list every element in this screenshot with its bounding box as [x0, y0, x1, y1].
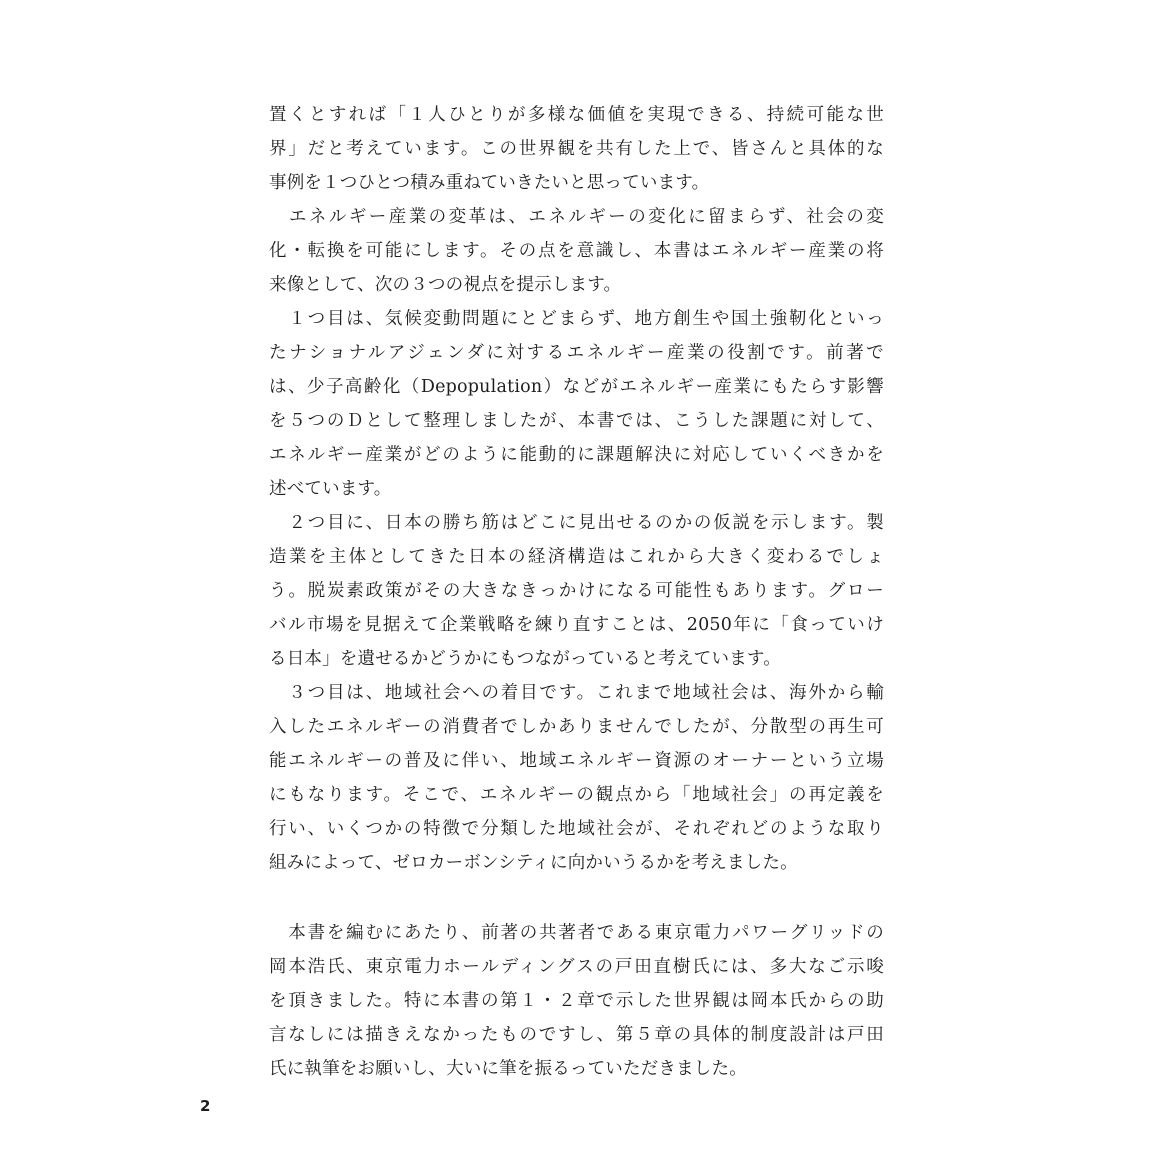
text-line: エネルギー産業の変革は、エネルギーの変化に留まらず、社会の変	[269, 207, 884, 227]
page-number: 2	[200, 1097, 211, 1115]
paragraph	[269, 506, 884, 676]
text-line: を頂きました。特に本書の第１・２章で示した世界観は岡本氏からの助	[269, 991, 884, 1011]
text-line: １つ目は、気候変動問題にとどまらず、地方創生や国土強靭化といっ	[269, 309, 884, 329]
text-line: を５つのＤとして整理しましたが、本書では、こうした課題に対して、	[269, 411, 884, 431]
text-line: ２つ目に、日本の勝ち筋はどこに見出せるのかの仮説を示します。製	[269, 513, 884, 533]
text-line: にもなります。そこで、エネルギーの観点から「地域社会」の再定義を	[269, 785, 884, 805]
paragraph	[269, 302, 884, 506]
text-line: る日本」を遺せるかどうかにもつながっていると考えています。	[269, 649, 781, 669]
text-line: 行い、いくつかの特徴で分類した地域社会が、それぞれどのような取り	[269, 819, 884, 839]
text-line: バル市場を見据えて企業戦略を練り直すことは、2050年に「食っていけ	[269, 615, 884, 635]
text-line: 化・転換を可能にします。その点を意識し、本書はエネルギー産業の将	[269, 241, 884, 261]
text-line: 置くとすれば「１人ひとりが多様な価値を実現できる、持続可能な世	[269, 105, 884, 125]
text-line: は、少子高齢化（Depopulation）などがエネルギー産業にもたらす影響	[269, 377, 884, 397]
text-line: 言なしには描きえなかったものですし、第５章の具体的制度設計は戸田	[269, 1025, 884, 1045]
text-line: う。脱炭素政策がその大きなきっかけになる可能性もあります。グロー	[269, 581, 884, 601]
text-line: 入したエネルギーの消費者でしかありませんでしたが、分散型の再生可	[269, 717, 884, 737]
text-line: 造業を主体としてきた日本の経済構造はこれから大きく変わるでしょ	[269, 547, 884, 567]
paragraph	[269, 98, 884, 200]
text-line: 述べています。	[269, 479, 392, 499]
text-line: たナショナルアジェンダに対するエネルギー産業の役割です。前著で	[269, 343, 884, 363]
text-line: 界」だと考えています。この世界観を共有した上で、皆さんと具体的な	[269, 139, 884, 159]
text-line: 本書を編むにあたり、前著の共著者である東京電力パワーグリッドの	[269, 923, 884, 943]
paragraph	[269, 200, 884, 302]
text-line: 事例を１つひとつ積み重ねていきたいと思っています。	[269, 173, 710, 193]
text-line: 能エネルギーの普及に伴い、地域エネルギー資源のオーナーという立場	[269, 751, 884, 771]
text-line: エネルギー産業がどのように能動的に課題解決に対応していくべきかを	[269, 445, 884, 465]
text-line: 岡本浩氏、東京電力ホールディングスの戸田直樹氏には、多大なご示唆	[269, 957, 884, 977]
text-line: ３つ目は、地域社会への着目です。これまで地域社会は、海外から輸	[269, 683, 884, 703]
text-line: 氏に執筆をお願いし、大いに筆を振るっていただきました。	[269, 1059, 747, 1079]
text-line: 組みによって、ゼロカーボンシティに向かいうるかを考えました。	[269, 853, 798, 873]
body-text	[269, 98, 884, 1086]
section-gap	[269, 880, 884, 916]
paragraph	[269, 916, 884, 1086]
text-line: 来像として、次の３つの視点を提示します。	[269, 275, 622, 295]
paragraph	[269, 676, 884, 880]
